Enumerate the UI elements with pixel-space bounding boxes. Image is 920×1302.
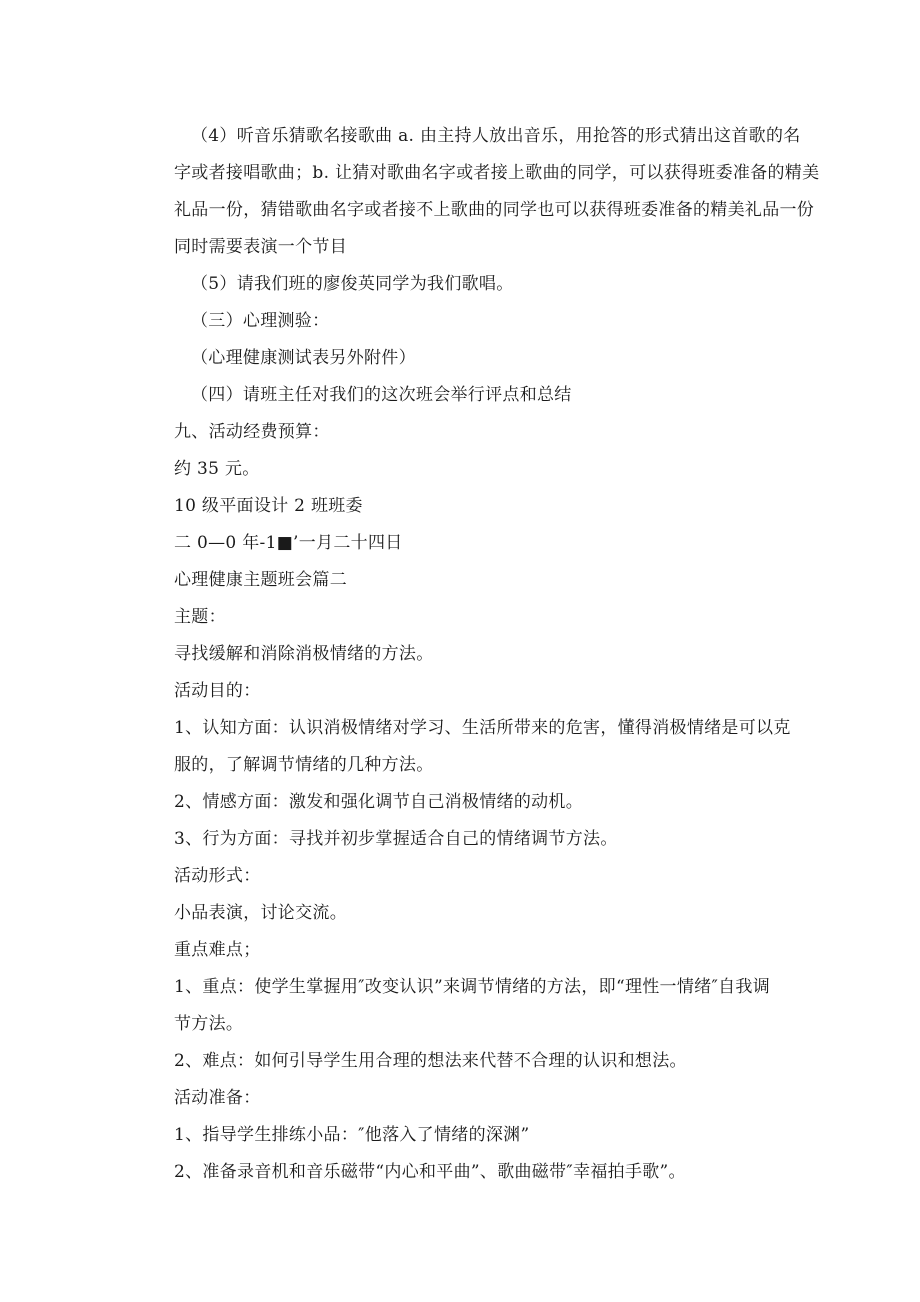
text-line: （三）心理测验： [191,311,330,331]
text-line: 主题： [174,607,226,627]
text-line: 同时需要表演一个节目 [174,237,347,257]
text-line: （5）请我们班的廖俊英同学为我们歌唱。 [191,274,514,294]
text-line: 活动目的： [174,681,261,701]
text-line: （4）听音乐猜歌名接歌曲 a. 由主持人放出音乐，用抢答的形式猜出这首歌的名 [191,126,801,146]
text-line: 2、情感方面：激发和强化调节自己消极情绪的动机。 [174,792,584,812]
text-line: 3、行为方面：寻找并初步掌握适合自己的情绪调节方法。 [174,829,618,849]
text-line: 1、指导学生排练小品：″他落入了情绪的深渊” [174,1125,530,1145]
section-heading: 心理健康主题班会篇二 [174,570,347,590]
text-line: 活动形式： [174,866,261,886]
text-line: 九、活动经费预算： [174,422,330,442]
text-line: 1、重点：使学生掌握用″改变认识”来调节情绪的方法，即“理性一情绪″自我调 [174,977,770,997]
text-line: （四）请班主任对我们的这次班会举行评点和总结 [191,385,572,405]
text-line: 活动准备： [174,1088,261,1108]
text-line: 小品表演，讨论交流。 [174,903,347,923]
text-line: 二 0—0 年-1■’一月二十四日 [174,533,403,553]
text-line: 礼品一份，猜错歌曲名字或者接不上歌曲的同学也可以获得班委准备的精美礼品一份 [174,200,815,220]
text-line: 寻找缓解和消除消极情绪的方法。 [174,644,434,664]
text-line: 服的，了解调节情绪的几种方法。 [174,755,434,775]
text-line: 2、难点：如何引导学生用合理的想法来代替不合理的认识和想法。 [174,1051,687,1071]
text-line: 重点难点； [174,940,261,960]
text-line: 2、准备录音机和音乐磁带“内心和平曲”、歌曲磁带″幸福拍手歌”。 [174,1162,686,1182]
text-line: 10 级平面设计 2 班班委 [174,496,363,516]
text-line: 1、认知方面：认识消极情绪对学习、生活所带来的危害，懂得消极情绪是可以克 [174,718,791,738]
text-line: 字或者接唱歌曲；b. 让猜对歌曲名字或者接上歌曲的同学，可以获得班委准备的精美 [174,163,820,183]
text-line: 约 35 元。 [174,459,260,479]
text-line: （心理健康测试表另外附件） [191,348,416,368]
text-line: 节方法。 [174,1014,244,1034]
